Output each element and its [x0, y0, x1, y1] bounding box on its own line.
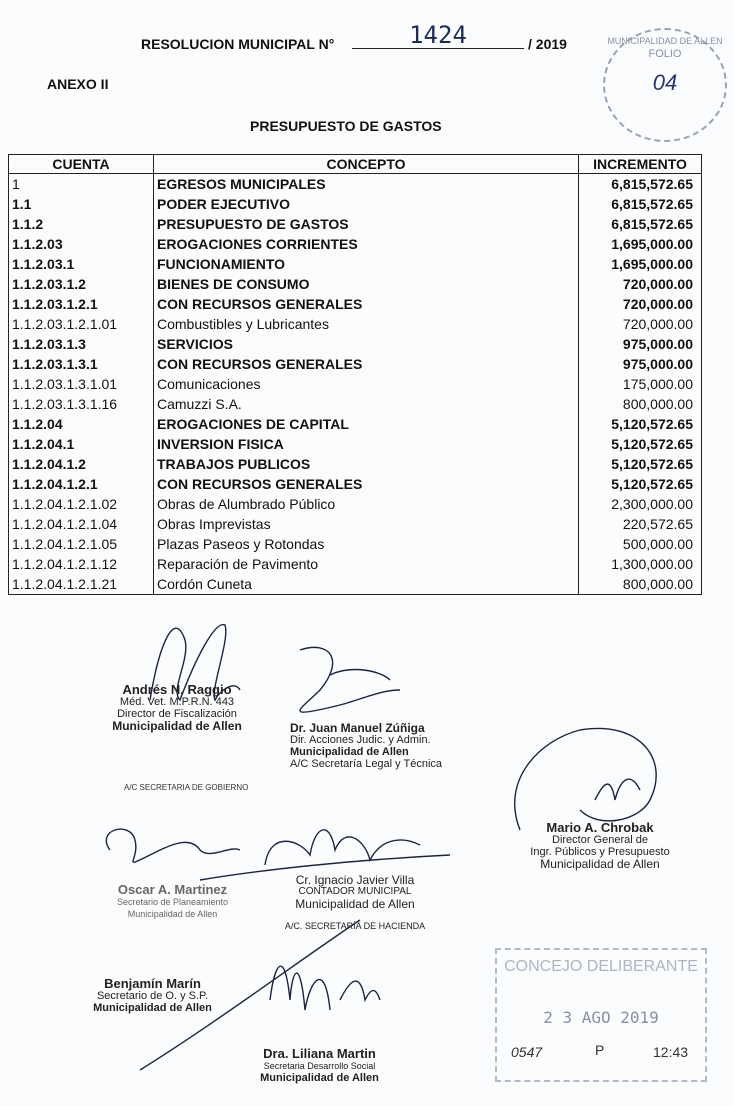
cell-concepto: Obras Imprevistas — [154, 514, 579, 534]
resolution-year: / 2019 — [528, 36, 567, 52]
signature-martin — [252, 1048, 387, 1084]
cell-incremento: 720,000.00 — [579, 274, 702, 294]
signer-office: Municipalidad de Allen — [127, 909, 218, 919]
folio-ring-text: MUNICIPALIDAD DE ALLEN — [607, 36, 723, 46]
signer-name: Dra. Liliana Martin — [263, 1046, 376, 1061]
column-header-concepto: CONCEPTO — [154, 155, 579, 174]
cell-incremento: 5,120,572.65 — [579, 414, 702, 434]
cell-cuenta: 1.1.2.04.1.2 — [9, 454, 154, 474]
cell-incremento: 5,120,572.65 — [579, 454, 702, 474]
cell-incremento: 975,000.00 — [579, 354, 702, 374]
cell-incremento: 5,120,572.65 — [579, 434, 702, 454]
cell-incremento: 220,572.65 — [579, 514, 702, 534]
annex-label: ANEXO II — [47, 76, 109, 92]
cell-concepto: Obras de Alumbrado Público — [154, 494, 579, 514]
cell-concepto: EROGACIONES CORRIENTES — [154, 234, 579, 254]
stamp-number: 0547 — [511, 1044, 543, 1060]
signer-office: Municipalidad de Allen — [93, 1002, 212, 1014]
signer-title: CONTADOR MUNICIPAL — [298, 886, 412, 897]
signer-title: Secretario de O. y S.P. — [96, 990, 209, 1002]
signer-name: Cr. Ignacio Javier Villa — [295, 873, 415, 887]
cell-cuenta: 1 — [9, 174, 154, 195]
cell-incremento: 500,000.00 — [579, 534, 702, 554]
cell-cuenta: 1.1.2.04.1.2.1.21 — [9, 574, 154, 595]
signature-raggio — [102, 684, 252, 732]
cell-cuenta: 1.1.2.03.1.3 — [9, 334, 154, 354]
cell-concepto: INVERSION FISICA — [154, 434, 579, 454]
signature-villa — [265, 874, 445, 932]
signer-title: Director de Fiscalización — [117, 708, 237, 720]
cell-concepto: EGRESOS MUNICIPALES — [154, 174, 579, 195]
cell-cuenta: 1.1 — [9, 194, 154, 214]
cell-concepto: CON RECURSOS GENERALES — [154, 474, 579, 494]
signer-title: Dir. Acciones Judic. y Admin. — [290, 734, 431, 746]
cell-concepto: Camuzzi S.A. — [154, 394, 579, 414]
cell-concepto: PRESUPUESTO DE GASTOS — [154, 214, 579, 234]
cell-cuenta: 1.1.2.03.1.3.1.01 — [9, 374, 154, 394]
cell-cuenta: 1.1.2.04 — [9, 414, 154, 434]
signer-name: Andrés N. Raggio — [122, 682, 232, 697]
folio-number: 04 — [652, 70, 678, 95]
stamp-time: 12:43 — [653, 1044, 689, 1060]
signer-name: Oscar A. Martinez — [117, 882, 228, 897]
signature-chrobak — [515, 822, 685, 870]
cell-incremento: 800,000.00 — [579, 394, 702, 414]
cell-cuenta: 1.1.2.03.1.2.1.01 — [9, 314, 154, 334]
cell-concepto: CON RECURSOS GENERALES — [154, 294, 579, 314]
stamp-letter: P — [595, 1042, 605, 1058]
signer-title: Ingr. Públicos y Presupuesto — [530, 846, 670, 858]
signer-name: Mario A. Chrobak — [546, 820, 654, 835]
cell-concepto: Reparación de Pavimento — [154, 554, 579, 574]
resolution-title: RESOLUCION MUNICIPAL N° — [141, 36, 335, 52]
signer-office: Municipalidad de Allen — [112, 719, 242, 733]
budget-title: PRESUPUESTO DE GASTOS — [250, 118, 442, 134]
cell-cuenta: 1.1.2.04.1.2.1 — [9, 474, 154, 494]
cell-cuenta: 1.1.2.03 — [9, 234, 154, 254]
cell-concepto: CON RECURSOS GENERALES — [154, 354, 579, 374]
cell-incremento: 175,000.00 — [579, 374, 702, 394]
cell-incremento: 975,000.00 — [579, 334, 702, 354]
cell-concepto: FUNCIONAMIENTO — [154, 254, 579, 274]
cell-cuenta: 1.1.2.03.1 — [9, 254, 154, 274]
concejo-label: CONCEJO DELIBERANTE — [504, 958, 698, 975]
signature-martinez — [100, 884, 245, 920]
signer-name: Benjamín Marín — [104, 976, 201, 991]
cell-cuenta: 1.1.2.03.1.3.1.16 — [9, 394, 154, 414]
signer-office: Municipalidad de Allen — [290, 746, 409, 758]
cell-cuenta: 1.1.2.04.1.2.1.04 — [9, 514, 154, 534]
concejo-stamp — [495, 948, 707, 1082]
cell-cuenta: 1.1.2.03.1.3.1 — [9, 354, 154, 374]
folio-label: FOLIO — [648, 48, 682, 60]
signer-office: Municipalidad de Allen — [295, 897, 415, 911]
cell-concepto: Combustibles y Lubricantes — [154, 314, 579, 334]
signer-title: Méd. Vet. M.P.R.N. 443 — [119, 696, 235, 708]
cell-incremento: 6,815,572.65 — [579, 194, 702, 214]
cell-concepto: PODER EJECUTIVO — [154, 194, 579, 214]
cell-cuenta: 1.1.2 — [9, 214, 154, 234]
cell-cuenta: 1.1.2.03.1.2 — [9, 274, 154, 294]
cell-cuenta: 1.1.2.04.1.2.1.05 — [9, 534, 154, 554]
cell-incremento: 5,120,572.65 — [579, 474, 702, 494]
cell-concepto: BIENES DE CONSUMO — [154, 274, 579, 294]
cell-cuenta: 1.1.2.03.1.2.1 — [9, 294, 154, 314]
cell-incremento: 1,695,000.00 — [579, 254, 702, 274]
cell-concepto: Comunicaciones — [154, 374, 579, 394]
cell-concepto: Cordón Cuneta — [154, 574, 579, 595]
cell-concepto: TRABAJOS PUBLICOS — [154, 454, 579, 474]
signature-marin — [80, 978, 225, 1014]
cell-incremento: 2,300,000.00 — [579, 494, 702, 514]
cell-incremento: 6,815,572.65 — [579, 214, 702, 234]
cell-cuenta: 1.1.2.04.1.2.1.12 — [9, 554, 154, 574]
cell-concepto: SERVICIOS — [154, 334, 579, 354]
stamp-date: 2 3 AGO 2019 — [543, 1008, 659, 1027]
cell-cuenta: 1.1.2.04.1 — [9, 434, 154, 454]
column-header-incremento: INCREMENTO — [579, 155, 702, 174]
cell-incremento: 1,300,000.00 — [579, 554, 702, 574]
cell-cuenta: 1.1.2.04.1.2.1.02 — [9, 494, 154, 514]
cell-incremento: 6,815,572.65 — [579, 174, 702, 195]
column-header-cuenta: CUENTA — [9, 155, 154, 174]
signer-title: A/C. SECRETARÍA DE HACIENDA — [284, 921, 426, 931]
signer-title: Director General de — [552, 834, 648, 846]
signer-title: A/C Secretaría Legal y Técnica — [290, 758, 443, 770]
signer-name: Dr. Juan Manuel Zúñiga — [290, 721, 425, 735]
cell-incremento: 800,000.00 — [579, 574, 702, 595]
cell-incremento: 720,000.00 — [579, 314, 702, 334]
signer-office: Municipalidad de Allen — [540, 857, 660, 871]
cell-incremento: 1,695,000.00 — [579, 234, 702, 254]
cell-concepto: EROGACIONES DE CAPITAL — [154, 414, 579, 434]
signer-office: Municipalidad de Allen — [260, 1072, 379, 1084]
signature-zuniga — [290, 722, 460, 770]
cell-incremento: 720,000.00 — [579, 294, 702, 314]
signer-title: Secretario de Planeamiento — [116, 897, 229, 907]
signer-title: Secretaria Desarrollo Social — [263, 1061, 376, 1071]
ac-gobierno-stamp: A/C SECRETARIA DE GOBIERNO — [124, 783, 249, 792]
cell-concepto: Plazas Paseos y Rotondas — [154, 534, 579, 554]
resolution-number: 1424 — [352, 22, 524, 49]
